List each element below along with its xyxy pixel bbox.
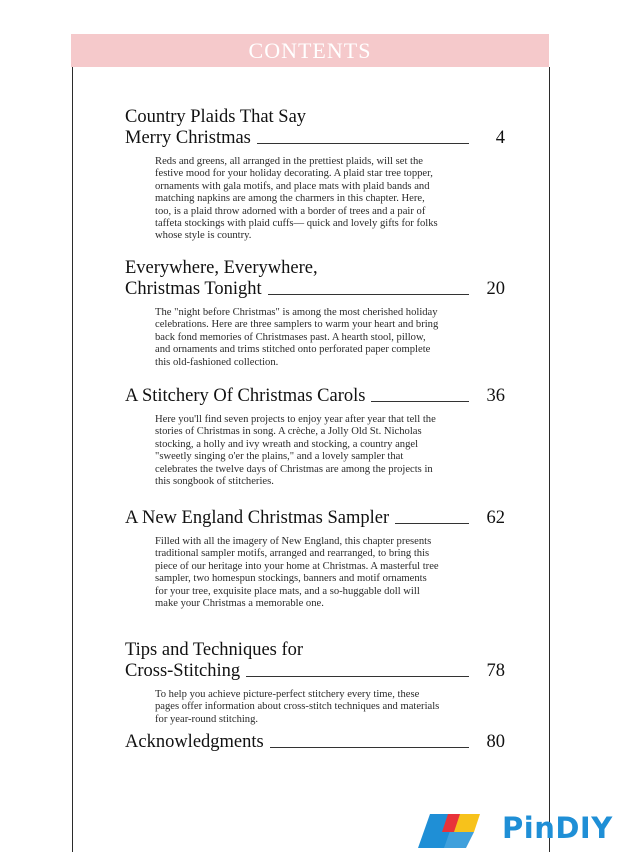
dot-leader (246, 675, 469, 677)
page-number: 4 (495, 128, 505, 148)
page-number: 78 (486, 661, 505, 681)
dot-leader (395, 522, 469, 524)
toc-entry-description: The "night before Christmas" is among the most cherished holiday celebrations. Here are three samplers to warm your heart and bring back fond memories of Christmases past. A hearth stool, pillow, and ornaments and trims stitched onto perforated paper complete this old-fashioned collection. (155, 307, 439, 368)
dot-leader (270, 746, 469, 748)
page-number: 36 (486, 386, 505, 406)
dot-leader (371, 400, 469, 402)
page-title: CONTENTS (248, 38, 372, 63)
toc-entry-title-line2: Merry Christmas (125, 128, 251, 148)
contents-banner (71, 34, 549, 67)
toc-entry-title: A New England Christmas Sampler (125, 508, 390, 528)
toc-entry-description: To help you achieve picture-perfect stitchery every time, these pages offer information about cross-stitch techniques and materials for year-round stitching. (155, 689, 440, 725)
toc-entry-description: Filled with all the imagery of New England, this chapter presents traditional sampler motifs, arranged and rearranged, to bring this piece of our heritage into your home at Christmas. A masterful tree sampler, two homespun stockings, banners and motif ornaments for your tree, exquisite place mats, and a so-huggable doll will make your Christmas a memorable one. (155, 536, 439, 610)
toc-entry-description: Reds and greens, all arranged in the prettiest plaids, will set the festive mood for your holiday decorating. A plaid star tree topper, ornaments with gala motifs, and place mats with plaid bands and matching napkins are among the charmers in this chapter. Here, too, is a plaid throw adorned with a border of trees and a pair of taffeta stockings with plaid cuffs— quick and lovely gifts for folks whose style is country. (155, 156, 438, 242)
page-number: 62 (486, 508, 505, 528)
toc-entry[interactable] (125, 107, 505, 243)
toc-entry-title: Acknowledgments (125, 732, 264, 752)
toc-entry[interactable] (125, 386, 505, 488)
page-number: 20 (486, 279, 505, 299)
toc-entry[interactable] (125, 508, 505, 610)
toc-entry-title: A Stitchery Of Christmas Carols (125, 386, 366, 406)
toc-entry-title-line2: Cross-Stitching (125, 661, 241, 681)
watermark-text: PinDIY (502, 811, 613, 845)
page-number: 80 (486, 732, 505, 752)
toc-entry-description: Here you'll find seven projects to enjoy year after year that tell the stories of Christmas in song. A crèche, a Jolly Old St. Nicholas stocking, a holly and ivy wreath and stocking, a country angel "sweetly singing o'er the plains," and a lovely sampler that celebrates the twelve days of Christmas are among the projects in this songbook of stitcheries. (155, 414, 436, 488)
toc-entry-title-line1: Everywhere, Everywhere, (125, 258, 318, 278)
dot-leader (268, 293, 469, 295)
toc-entry-title-line2: Christmas Tonight (125, 279, 262, 299)
toc-entry[interactable] (125, 258, 505, 369)
toc-entry-title-line1: Country Plaids That Say (125, 107, 307, 127)
toc-entry[interactable] (125, 640, 505, 726)
toc-entry[interactable] (125, 732, 505, 753)
dot-leader (257, 142, 469, 144)
toc-entry-title-line1: Tips and Techniques for (125, 640, 304, 660)
